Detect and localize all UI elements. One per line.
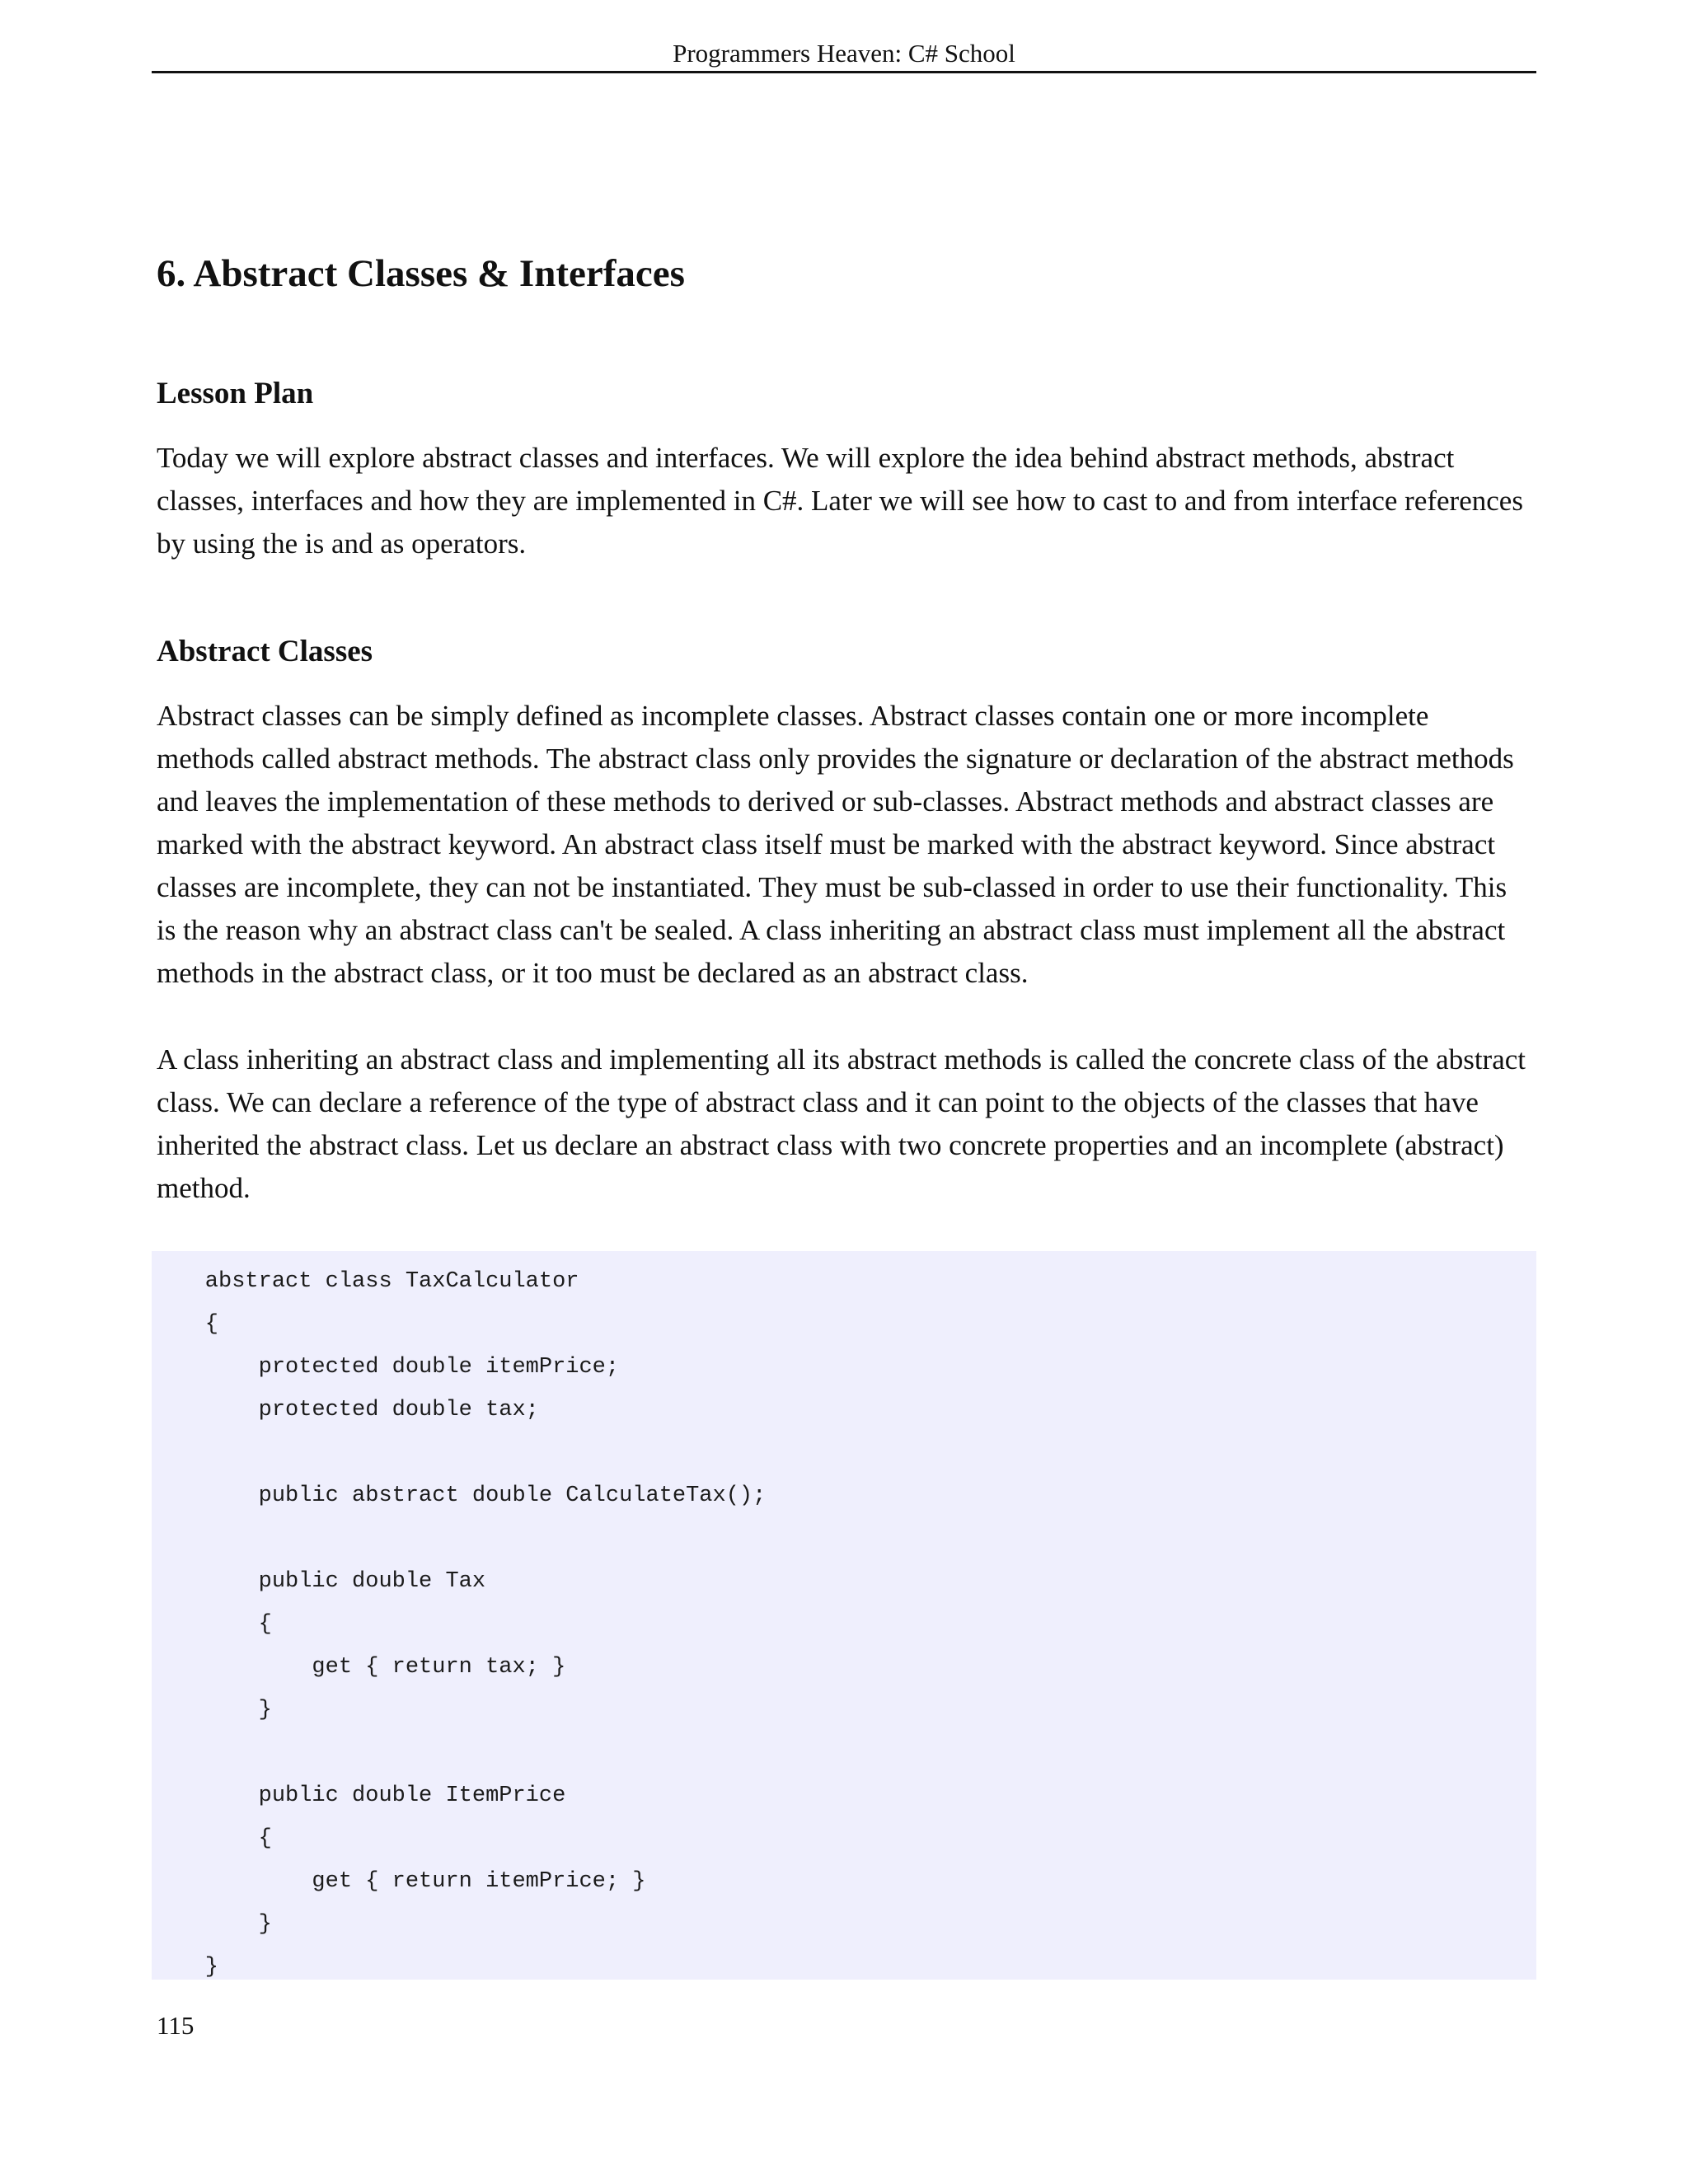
- chapter-title: 6. Abstract Classes & Interfaces: [157, 252, 685, 295]
- code-line-2: {: [152, 1312, 219, 1337]
- code-line-11: }: [152, 1698, 272, 1722]
- abstract-classes-heading: Abstract Classes: [157, 635, 373, 668]
- code-line-6: public abstract double CalculateTax();: [152, 1483, 767, 1508]
- code-line-4: protected double tax;: [152, 1398, 539, 1422]
- code-line-13: public double ItemPrice: [152, 1783, 566, 1808]
- code-block: [152, 1251, 1536, 1980]
- code-line-8: public double Tax: [152, 1569, 486, 1594]
- lesson-plan-heading: Lesson Plan: [157, 377, 314, 410]
- running-header: Programmers Heaven: C# School: [152, 36, 1536, 73]
- abstract-classes-paragraph-1: Abstract classes can be simply defined as incomplete classes. Abstract classes contain one or more incomplete methods called abstract methods. The abstract class only provides the signature or declaration of the abstract methods and leaves the implementation of these methods to derived or sub-classes. Abstract methods and abstract classes are marked with the abstract keyword. An abstract class itself must be marked with the abstract keyword. Since abstract classes are incomplete, they can not be instantiated. They must be sub-classed in order to use their functionality. This is the reason why an abstract class can't be sealed. A class inheriting an abstract class must implement all the abstract methods in the abstract class, or it too must be declared as an abstract class.: [157, 700, 1514, 989]
- code-line-9: {: [152, 1612, 272, 1637]
- code-line-14: {: [152, 1826, 272, 1851]
- code-line-1: abstract class TaxCalculator: [152, 1269, 579, 1294]
- code-line-3: protected double itemPrice;: [152, 1355, 620, 1380]
- code-line-17: }: [152, 1955, 219, 1980]
- code-line-10: get { return tax; }: [152, 1655, 566, 1680]
- code-line-7: [152, 1517, 1536, 1560]
- code-line-15: get { return itemPrice; }: [152, 1869, 646, 1894]
- code-line-5: [152, 1432, 1536, 1474]
- page-number: 115: [157, 2011, 195, 2040]
- lesson-plan-paragraph: Today we will explore abstract classes and interfaces. We will explore the idea behind abstract methods, abstract classes, interfaces and how they are implemented in C#. Later we will see how to cast to and from interface references by using the is and as operators.: [157, 442, 1523, 560]
- code-line-16: }: [152, 1912, 272, 1937]
- code-line-12: [152, 1732, 1536, 1774]
- abstract-classes-paragraph-2: A class inheriting an abstract class and implementing all its abstract methods is called the concrete class of the abstract class. We can declare a reference of the type of abstract class and it can point to the objects of the classes that have inherited the abstract class. Let us declare an abstract class with two concrete properties and an incomplete (abstract) method.: [157, 1043, 1526, 1204]
